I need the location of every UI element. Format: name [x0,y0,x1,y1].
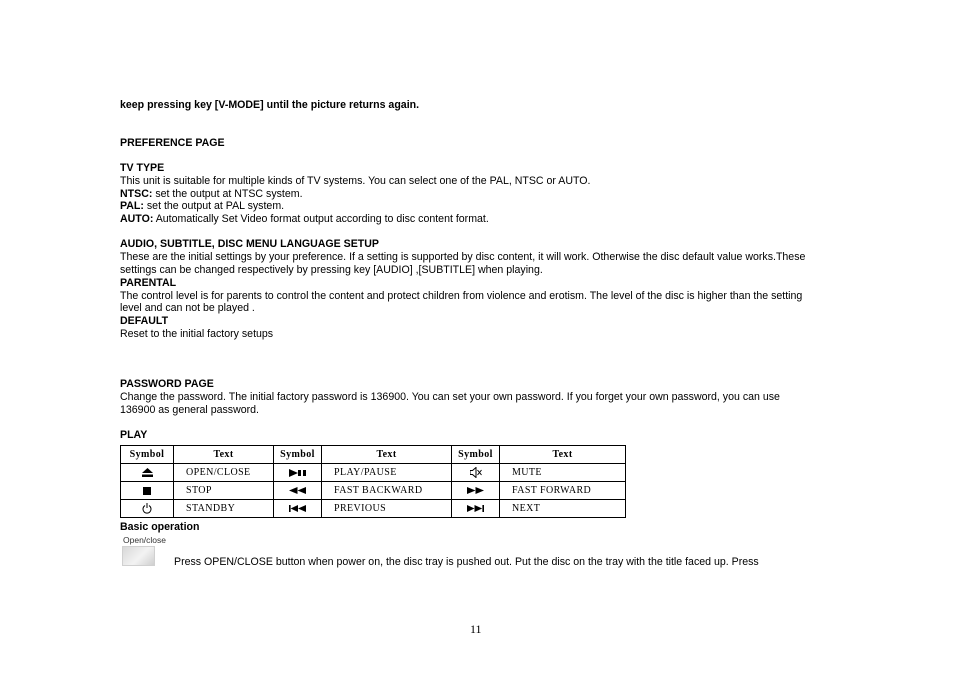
play-symbol-table [120,445,626,518]
symbol-cell [452,482,500,500]
text-cell: FAST FORWARD [500,482,626,500]
fast-forward-icon [467,487,484,494]
table-row [121,482,626,500]
symbol-cell [121,482,174,500]
play-title: PLAY [120,429,148,441]
text-cell: FAST BACKWARD [322,482,452,500]
tv-type-desc: This unit is suitable for multiple kinds of TV systems. You can select one of the PAL, NTSC or AUTO. [120,175,591,187]
default-heading: DEFAULT [120,315,169,327]
text-cell: STOP [174,482,274,500]
pal-text: set the output at PAL system. [143,200,285,212]
next-icon [467,505,484,512]
symbol-cell [121,464,174,482]
intro-line: keep pressing key [V-MODE] until the picture returns again. [120,99,420,111]
text-cell: STANDBY [174,500,274,518]
parental-line-2: level and can not be played . [120,302,255,314]
table-row [121,464,626,482]
header-text-3: Text [500,446,626,464]
ntsc-label: NTSC: [120,188,153,200]
text-cell: NEXT [500,500,626,518]
auto-line [120,213,489,226]
basic-operation-text: Press OPEN/CLOSE button when power on, the disc tray is pushed out. Put the disc on the tray with the title faced up. Press [174,556,759,568]
tv-type-heading: TV TYPE [120,162,165,174]
table-row [121,500,626,518]
password-line-2: 136900 as general password. [120,404,259,416]
symbol-cell [274,500,322,518]
header-symbol-1: Symbol [121,446,174,464]
language-heading: AUDIO, SUBTITLE, DISC MENU LANGUAGE SETUP [120,238,379,250]
ntsc-text: set the output at NTSC system. [152,188,303,200]
text-cell: PLAY/PAUSE [322,464,452,482]
eject-icon [142,468,153,477]
text-cell: MUTE [500,464,626,482]
pal-label: PAL: [120,200,144,212]
header-text-2: Text [322,446,452,464]
auto-text: Automatically Set Video format output according to disc content format. [153,213,489,225]
default-line-1: Reset to the initial factory setups [120,328,274,340]
parental-line-1: The control level is for parents to control the content and protect children from violence and erotism. The level of the disc is higher than the setting [120,290,803,302]
stop-icon [143,487,151,495]
text-cell: OPEN/CLOSE [174,464,274,482]
header-symbol-3: Symbol [452,446,500,464]
text-cell: PREVIOUS [322,500,452,518]
symbol-cell [452,500,500,518]
language-line-2: settings can be changed respectively by pressing key [AUDIO] ,[SUBTITLE] when playing. [120,264,543,276]
symbol-cell [274,464,322,482]
auto-label: AUTO: [120,213,154,225]
standby-icon [142,503,152,514]
mute-icon [470,467,482,478]
play-pause-icon [289,469,306,477]
password-line-1: Change the password. The initial factory password is 136900. You can set your own password. If you forget your own password, you can use [120,391,780,403]
open-close-button-image [122,546,155,566]
fast-backward-icon [289,487,306,494]
symbol-cell [121,500,174,518]
header-symbol-2: Symbol [274,446,322,464]
basic-operation-title: Basic operation [120,521,200,533]
language-line-1: These are the initial settings by your preference. If a setting is supported by disc content, it will work. Otherwise the disc default value works.These [120,251,806,263]
pal-line [120,200,284,213]
symbol-cell [274,482,322,500]
page-number: 11 [470,622,482,636]
open-close-caption: Open/close [123,535,166,545]
symbol-cell [452,464,500,482]
parental-heading: PARENTAL [120,277,177,289]
preference-page-title: PREFERENCE PAGE [120,137,225,149]
table-header-row [121,446,626,464]
header-text-1: Text [174,446,274,464]
previous-icon [289,505,306,512]
password-page-title: PASSWORD PAGE [120,378,214,390]
